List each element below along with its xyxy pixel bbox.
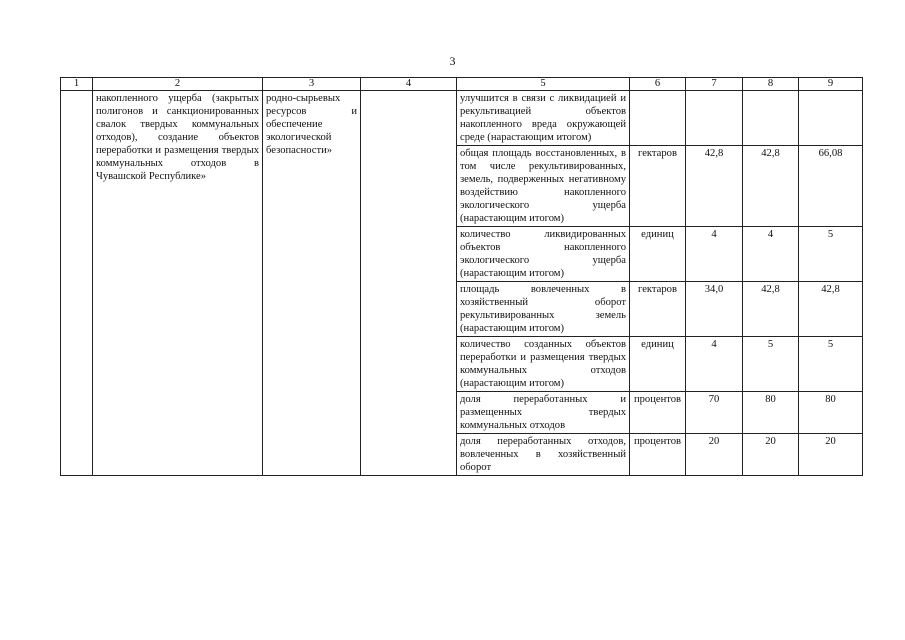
unit-cell: гектаров	[630, 146, 686, 227]
value-cell-8: 5	[743, 337, 799, 392]
value-cell-8: 42,8	[743, 282, 799, 337]
value-cell-9: 5	[799, 227, 863, 282]
column-header-3: 3	[263, 78, 361, 91]
value-cell-9: 5	[799, 337, 863, 392]
table-row	[61, 91, 863, 146]
unit-cell: единиц	[630, 337, 686, 392]
value-cell-8	[743, 91, 799, 146]
unit-cell: процентов	[630, 434, 686, 476]
value-cell-9: 80	[799, 392, 863, 434]
value-cell-8: 80	[743, 392, 799, 434]
cell-program-name	[263, 91, 361, 476]
value-cell-9: 66,08	[799, 146, 863, 227]
value-cell-8: 20	[743, 434, 799, 476]
column-header-8: 8	[743, 78, 799, 91]
indicator-cell: количество созданных объектов переработки и размещения твердых коммунальных отходов (нарастающим итогом)	[457, 337, 630, 392]
indicator-cell: доля переработанных и размещенных твердых коммунальных отходов	[457, 392, 630, 434]
indicator-cell: площадь вовлеченных в хозяйственный оборот рекультивированных земель (нарастающим итогом)	[457, 282, 630, 337]
project-name-text: накопленного ущерба (закрытых полигонов и санкционированных свалок твердых коммунальных отходов), создание объектов переработки и размещения твердых коммунальных отходов в Чувашской Республике»	[96, 93, 259, 182]
value-cell-7: 34,0	[686, 282, 743, 337]
unit-cell	[630, 91, 686, 146]
value-cell-8: 42,8	[743, 146, 799, 227]
indicator-cell: количество ликвидированных объектов накопленного экологического ущерба (нарастающим итогом)	[457, 227, 630, 282]
program-indicators-table	[60, 77, 863, 476]
cell-project-name	[93, 91, 263, 476]
value-cell-7: 4	[686, 227, 743, 282]
unit-cell: процентов	[630, 392, 686, 434]
column-header-5: 5	[457, 78, 630, 91]
program-name-text: родно-сырьевых ресурсов и обеспечение экологической безопасности»	[266, 93, 357, 156]
column-header-6: 6	[630, 78, 686, 91]
column-header-7: 7	[686, 78, 743, 91]
value-cell-9: 20	[799, 434, 863, 476]
unit-cell: единиц	[630, 227, 686, 282]
value-cell-7	[686, 91, 743, 146]
column-header-4: 4	[361, 78, 457, 91]
indicator-cell: доля переработанных отходов, вовлеченных в хозяйственный оборот	[457, 434, 630, 476]
value-cell-7: 4	[686, 337, 743, 392]
value-cell-8: 4	[743, 227, 799, 282]
table-header-row	[61, 78, 863, 91]
column-header-1: 1	[61, 78, 93, 91]
page-number: 3	[449, 54, 456, 68]
value-cell-7: 70	[686, 392, 743, 434]
value-cell-7: 20	[686, 434, 743, 476]
cell-col4	[361, 91, 457, 476]
column-header-2: 2	[93, 78, 263, 91]
indicator-cell: улучшится в связи с ликвидацией и рекультивацией объектов накопленного вреда окружающей среде (нарастающим итогом)	[457, 91, 630, 146]
value-cell-9	[799, 91, 863, 146]
value-cell-9: 42,8	[799, 282, 863, 337]
cell-col1	[61, 91, 93, 476]
indicator-cell: общая площадь восстановленных, в том числе рекультивированных, земель, подверженных негативному воздействию накопленного экологического ущерба (нарастающим итогом)	[457, 146, 630, 227]
value-cell-7: 42,8	[686, 146, 743, 227]
unit-cell: гектаров	[630, 282, 686, 337]
column-header-9: 9	[799, 78, 863, 91]
